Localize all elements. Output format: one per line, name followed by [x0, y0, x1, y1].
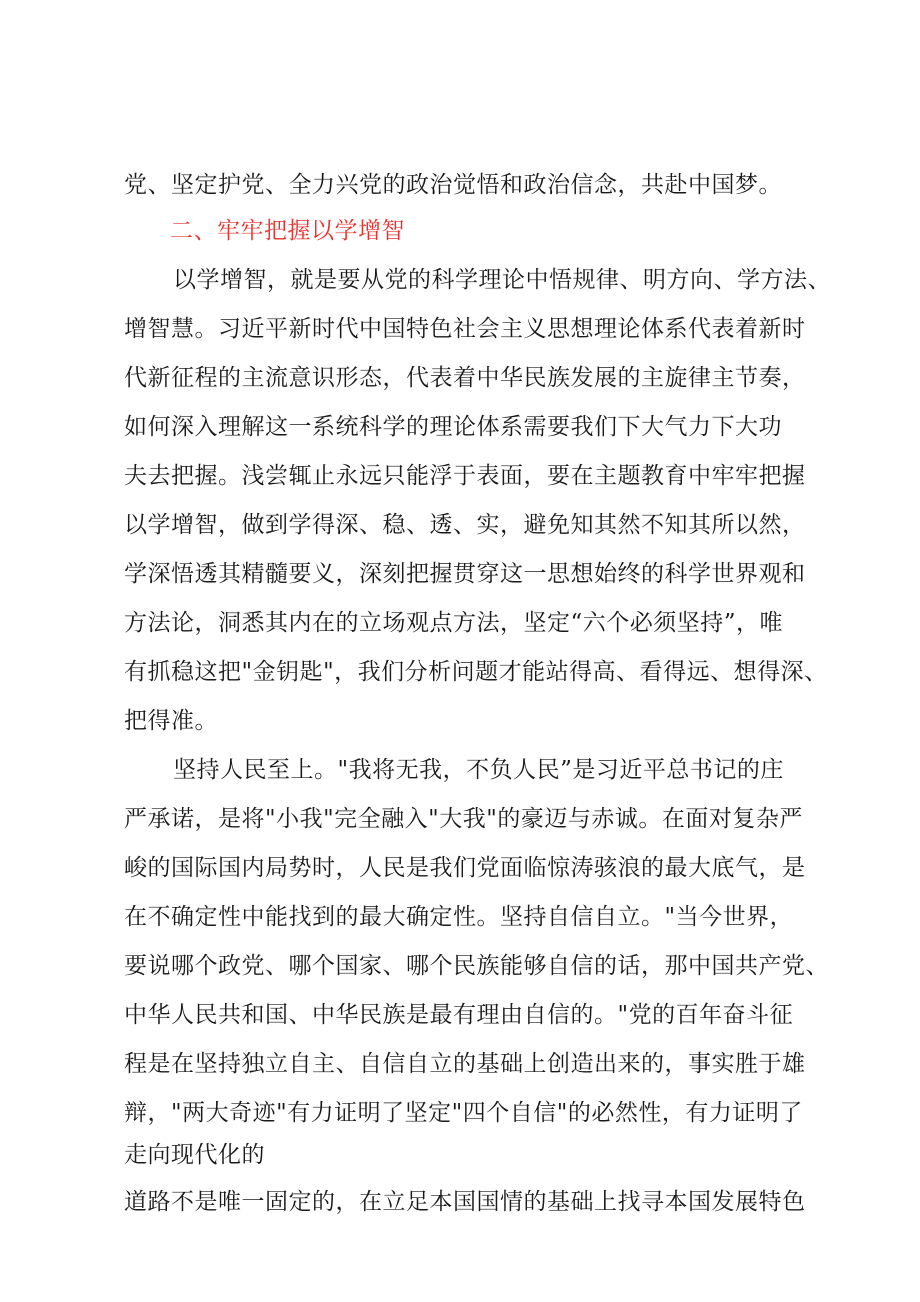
- text-line: 道路不是唯一固定的，在立足本国国情的基础上找寻本国发展特色: [124, 1189, 806, 1215]
- section-heading: 二、牢牢把握以学增智: [170, 218, 405, 244]
- text-line: 增智慧。习近平新时代中国特色社会主义思想理论体系代表着新时: [124, 316, 806, 342]
- text-line: 辩，"两大奇迹"有力证明了坚定"四个自信"的必然性，有力证明了: [124, 1100, 803, 1126]
- text-line: 严承诺，是将"小我"完全融入"大我"的豪迈与赤诚。在面对复杂严: [124, 806, 803, 832]
- text-line: 中华人民共和国、中华民族是最有理由自信的。"党的百年奋斗征: [124, 1002, 794, 1028]
- text-line: 以学增智，做到学得深、稳、透、实，避免知其然不知其所以然，: [124, 512, 806, 538]
- text-line: 如何深入理解这一系统科学的理论体系需要我们下大气力下大功: [124, 414, 782, 440]
- text-line: 要说哪个政党、哪个国家、哪个民族能够自信的话，那中国共产党、: [124, 953, 829, 979]
- text-line: 走向现代化的: [124, 1142, 265, 1168]
- text-line: 程是在坚持独立自主、自信自立的基础上创造出来的，事实胜于雄: [124, 1051, 806, 1077]
- text-line: 峻的国际国内局势时，人民是我们党面临惊涛骇浪的最大底气，是: [124, 855, 806, 881]
- text-line: 代新征程的主流意识形态，代表着中华民族发展的主旋律主节奏，: [124, 365, 806, 391]
- text-line: 党、坚定护党、全力兴党的政治觉悟和政治信念，共赴中国梦。: [124, 172, 782, 198]
- text-line: 有抓稳这把"金钥匙"，我们分析问题才能站得高、看得远、想得深、: [124, 659, 828, 685]
- text-line: 在不确定性中能找到的最大确定性。坚持自信自立。"当今世界，: [124, 904, 794, 930]
- text-line: 把得准。: [124, 708, 218, 734]
- paragraph-first-line: 以学增智，就是要从党的科学理论中悟规律、明方向、学方法、: [173, 267, 831, 293]
- text-line: 方法论，洞悉其内在的立场观点方法，坚定“六个必须坚持”，唯: [124, 610, 784, 636]
- paragraph-first-line: 坚持人民至上。"我将无我，不负人民”是习近平总书记的庄: [173, 757, 784, 783]
- text-line: 学深悟透其精髓要义，深刻把握贯穿这一思想始终的科学世界观和: [124, 561, 806, 587]
- text-line: 夫去把握。浅尝辄止永远只能浮于表面，要在主题教育中牢牢把握: [124, 463, 806, 489]
